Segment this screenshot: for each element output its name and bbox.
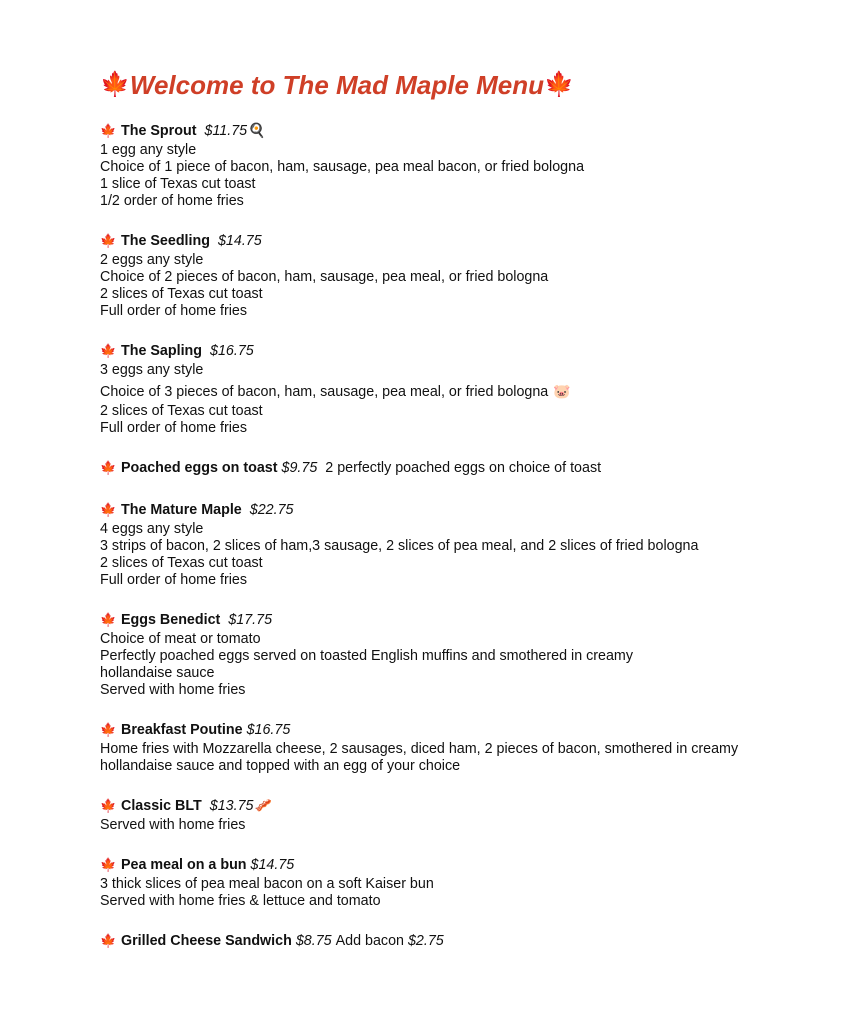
item-description-line: 3 thick slices of pea meal bacon on a soft Kaiser bun bbox=[100, 876, 434, 892]
item-price: $14.75 bbox=[250, 857, 295, 873]
menu-item-the-sapling bbox=[100, 342, 800, 437]
item-description-line: Choice of 2 pieces of bacon, ham, sausage, pea meal, or fried bologna bbox=[100, 269, 549, 285]
item-name: Pea meal on a bun bbox=[121, 857, 247, 873]
menu-item-the-seedling bbox=[100, 232, 800, 320]
maple-leaf-icon: 🍁 bbox=[100, 857, 117, 872]
addon-price: $2.75 bbox=[407, 933, 444, 949]
maple-leaf-icon: 🍁 bbox=[100, 798, 117, 813]
item-name: The Mature Maple bbox=[121, 502, 242, 518]
menu-title-text: Welcome to The Mad Maple Menu bbox=[129, 70, 545, 100]
item-description-line: Home fries with Mozzarella cheese, 2 sausages, diced ham, 2 pieces of bacon, smothered in creamy hollandaise sauce and topped with an egg of your choice bbox=[100, 741, 739, 774]
item-name: Eggs Benedict bbox=[121, 612, 221, 628]
item-price: $8.75 bbox=[295, 933, 332, 949]
item-description-line: 1 egg any style bbox=[100, 142, 197, 158]
item-description-line: Full order of home fries bbox=[100, 420, 247, 436]
item-description-line: Full order of home fries bbox=[100, 303, 247, 319]
item-price: $11.75 bbox=[204, 123, 248, 139]
item-description-line: Served with home fries bbox=[100, 682, 246, 698]
item-description-line bbox=[100, 383, 800, 401]
menu-item-breakfast-poutine bbox=[100, 721, 800, 775]
item-description-line: 2 eggs any style bbox=[100, 252, 204, 268]
menu-item-the-mature-maple bbox=[100, 501, 800, 589]
item-name: The Sapling bbox=[121, 343, 203, 359]
maple-leaf-icon: 🍁 bbox=[100, 233, 117, 248]
addon-label: Add bacon bbox=[335, 933, 404, 949]
item-description-line: 2 slices of Texas cut toast bbox=[100, 403, 263, 419]
frying-pan-egg-icon: 🍳 bbox=[248, 122, 266, 138]
item-price: $9.75 bbox=[281, 460, 318, 476]
maple-leaf-icon: 🍁 bbox=[100, 612, 117, 627]
item-name: Grilled Cheese Sandwich bbox=[121, 933, 292, 949]
item-description-line: Choice of 1 piece of bacon, ham, sausage, pea meal bacon, or fried bologna bbox=[100, 159, 585, 175]
item-price: $14.75 bbox=[217, 233, 262, 249]
item-name: The Sprout bbox=[121, 123, 197, 139]
menu-title bbox=[100, 66, 800, 104]
item-name: The Seedling bbox=[121, 233, 210, 249]
item-description-line: 1 slice of Texas cut toast bbox=[100, 176, 256, 192]
maple-leaf-icon: 🍁 bbox=[100, 123, 117, 138]
item-name: Breakfast Poutine bbox=[121, 722, 243, 738]
menu-item-eggs-benedict bbox=[100, 611, 800, 699]
maple-leaf-icon: 🍁 bbox=[544, 71, 574, 98]
item-description-line: Full order of home fries bbox=[100, 572, 247, 588]
item-name: Classic BLT bbox=[121, 798, 202, 814]
item-description-line: 2 slices of Texas cut toast bbox=[100, 286, 263, 302]
item-price: $22.75 bbox=[249, 502, 294, 518]
item-name: Poached eggs on toast bbox=[121, 460, 278, 476]
maple-leaf-icon: 🍁 bbox=[100, 343, 117, 358]
maple-leaf-icon: 🍁 bbox=[100, 933, 117, 948]
maple-leaf-icon: 🍁 bbox=[100, 502, 117, 517]
item-price: $17.75 bbox=[228, 612, 273, 628]
item-description-line: Choice of meat or tomato bbox=[100, 631, 261, 647]
item-description-line: Perfectly poached eggs served on toasted English muffins and smothered in creamy hollandaise sauce bbox=[100, 648, 633, 681]
menu-item-poached-eggs-on-toast bbox=[100, 459, 800, 479]
pig-face-icon: 🐷 bbox=[553, 383, 571, 399]
item-description-line: Served with home fries bbox=[100, 817, 246, 833]
item-description-line: 4 eggs any style bbox=[100, 521, 204, 537]
bacon-icon: 🥓 bbox=[254, 797, 272, 813]
item-price: $16.75 bbox=[246, 722, 291, 738]
maple-leaf-icon: 🍁 bbox=[100, 71, 130, 98]
menu-page bbox=[100, 66, 800, 952]
menu-item-grilled-cheese-sandwich bbox=[100, 932, 800, 952]
item-price: $13.75 bbox=[209, 798, 254, 814]
item-description-line: 1/2 order of home fries bbox=[100, 193, 244, 209]
item-description-line: 3 strips of bacon, 2 slices of ham,3 sausage, 2 slices of pea meal, and 2 slices of fried bologna bbox=[100, 538, 699, 554]
maple-leaf-icon: 🍁 bbox=[100, 460, 117, 475]
item-description-line: 2 slices of Texas cut toast bbox=[100, 555, 263, 571]
menu-item-the-sprout bbox=[100, 122, 800, 210]
item-inline-description: 2 perfectly poached eggs on choice of toast bbox=[325, 460, 602, 476]
item-description-text: Choice of 3 pieces of bacon, ham, sausage, pea meal, or fried bologna bbox=[100, 384, 549, 400]
item-description-line: 3 eggs any style bbox=[100, 362, 204, 378]
menu-item-classic-blt bbox=[100, 797, 800, 834]
item-price: $16.75 bbox=[210, 343, 254, 359]
item-description-line: Served with home fries & lettuce and tomato bbox=[100, 893, 381, 909]
maple-leaf-icon: 🍁 bbox=[100, 722, 117, 737]
menu-item-pea-meal-on-a-bun bbox=[100, 856, 800, 910]
